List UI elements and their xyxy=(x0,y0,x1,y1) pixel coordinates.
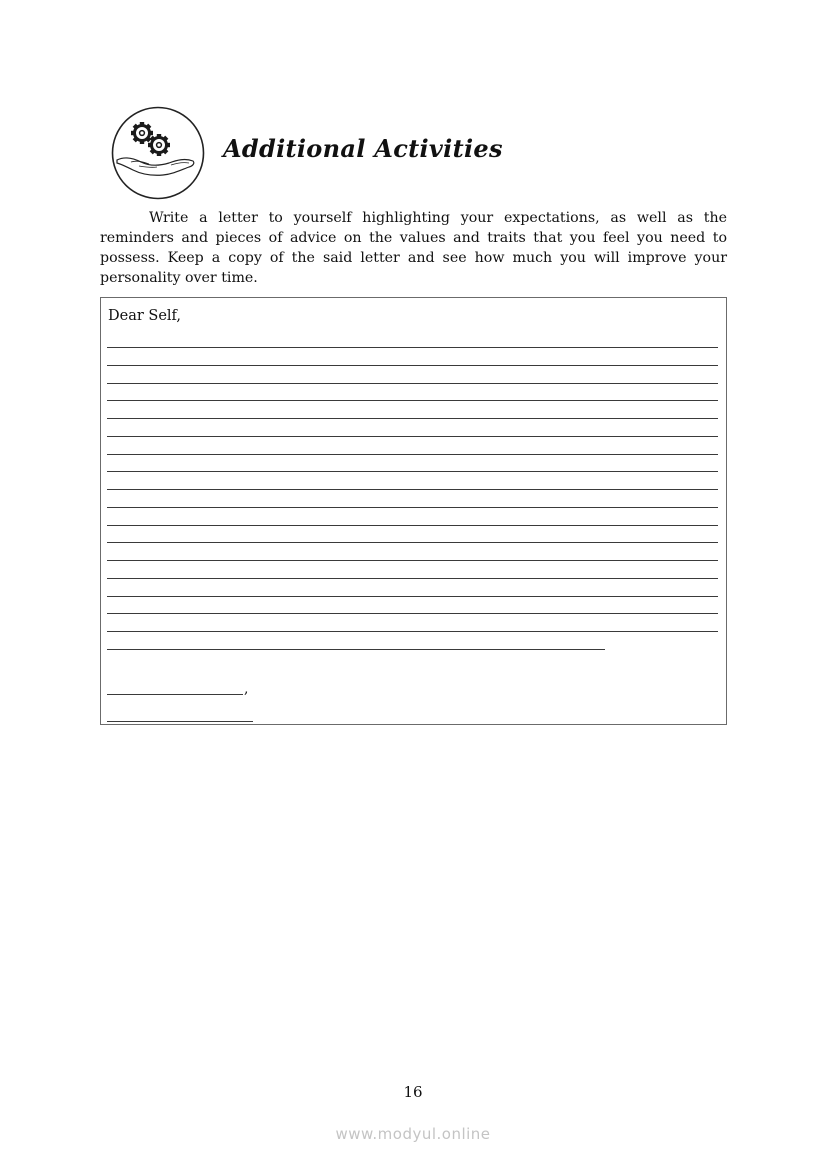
closing-comma: , xyxy=(244,681,249,697)
writing-line[interactable] xyxy=(107,365,718,366)
signature-line[interactable] xyxy=(107,721,253,722)
writing-line[interactable] xyxy=(107,418,718,419)
letter-salutation: Dear Self, xyxy=(108,308,182,324)
writing-line[interactable] xyxy=(107,347,718,348)
writing-line[interactable] xyxy=(107,613,718,614)
letter-writing-area xyxy=(100,297,727,725)
writing-line[interactable] xyxy=(107,596,718,597)
activity-instructions: Write a letter to yourself highlighting your expectations, as well as the reminders and pieces of advice on the values and traits that you feel you need to possess. Keep a copy of the said letter and see how much you will improve your personality over time. xyxy=(100,210,727,286)
writing-line[interactable] xyxy=(107,436,718,437)
writing-line[interactable] xyxy=(107,454,718,455)
page-number: 16 xyxy=(403,1083,423,1101)
watermark: www.modyul.online xyxy=(335,1125,491,1143)
writing-line[interactable] xyxy=(107,631,718,632)
writing-line[interactable] xyxy=(107,507,718,508)
writing-line[interactable] xyxy=(107,542,718,543)
writing-line[interactable] xyxy=(107,560,718,561)
closing-line[interactable] xyxy=(107,694,243,695)
writing-line[interactable] xyxy=(107,578,718,579)
writing-line-short[interactable] xyxy=(107,649,605,650)
writing-line[interactable] xyxy=(107,525,718,526)
writing-line[interactable] xyxy=(107,400,718,401)
writing-line[interactable] xyxy=(107,471,718,472)
writing-line[interactable] xyxy=(107,383,718,384)
writing-line[interactable] xyxy=(107,489,718,490)
page-title: Additional Activities xyxy=(223,134,503,163)
gears-on-hand-icon xyxy=(111,106,205,200)
